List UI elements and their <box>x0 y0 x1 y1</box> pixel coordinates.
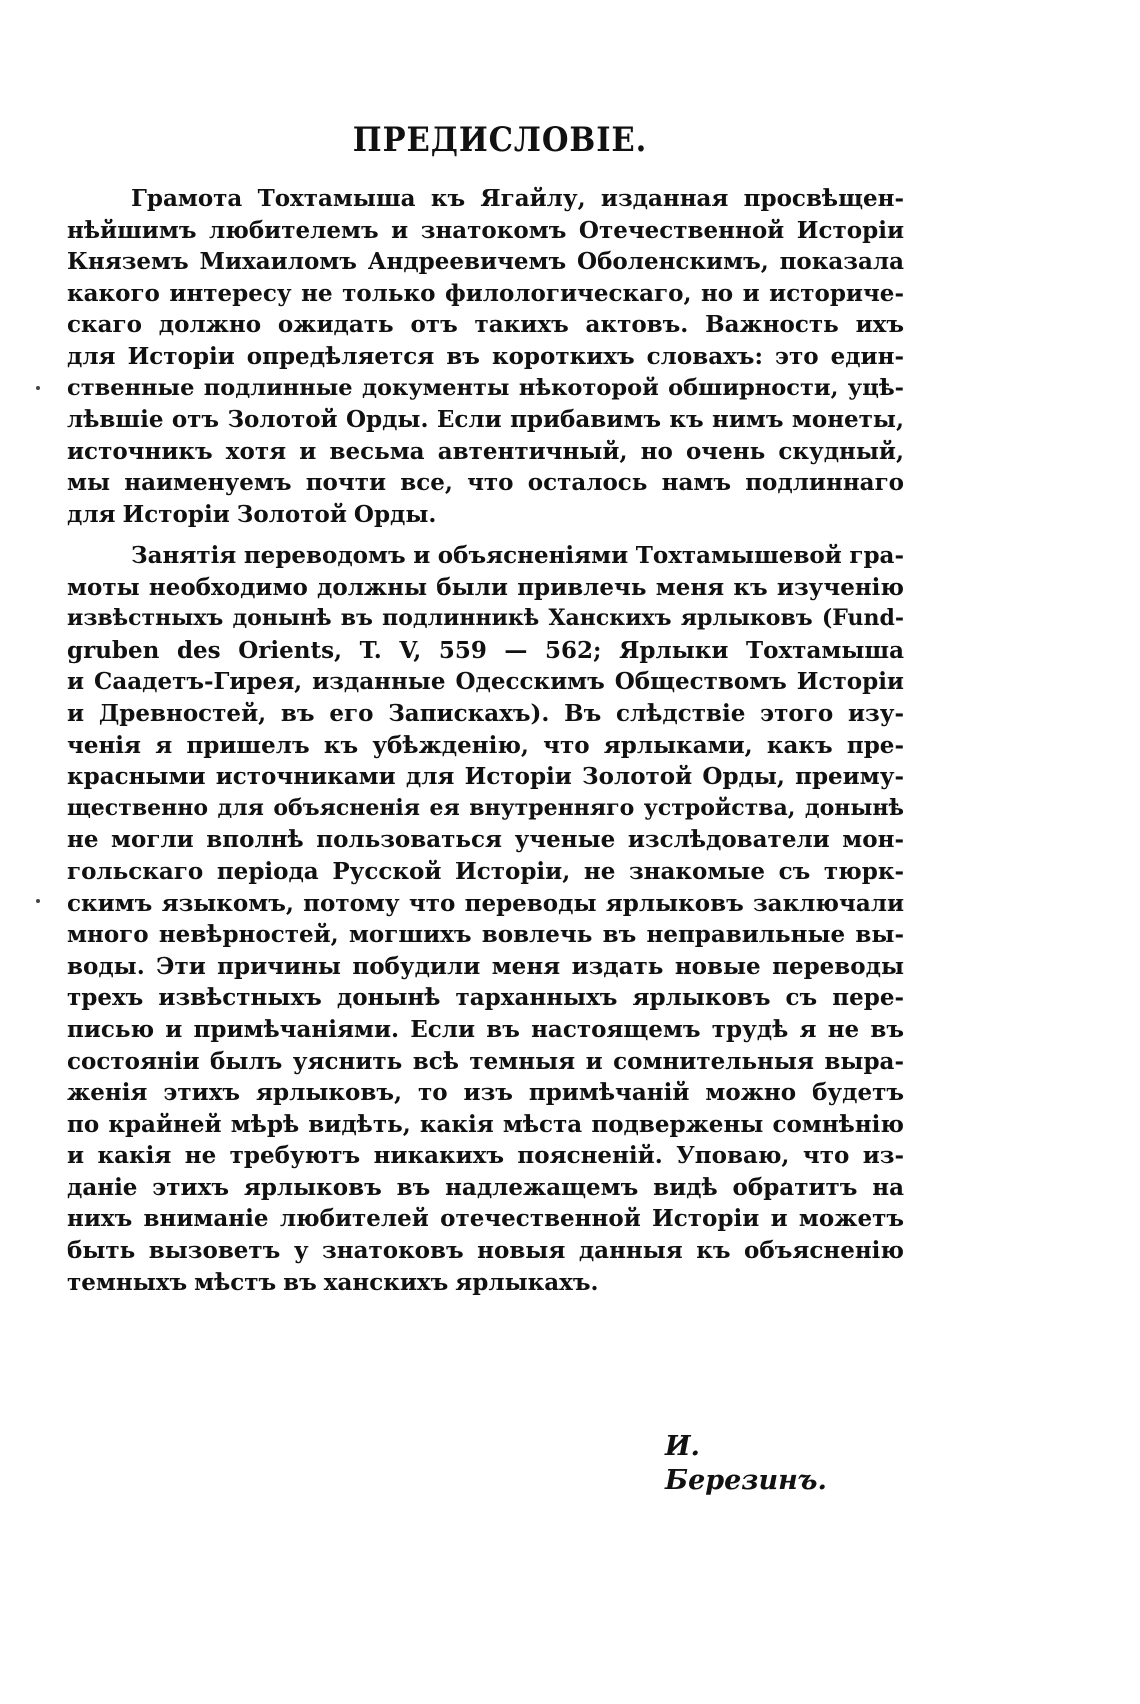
paragraph-line: даніе этихъ ярлыковъ въ надлежащемъ видѣ обратитъ на <box>67 1173 904 1201</box>
paragraph-line: моты необходимо должны были привлечь меня къ изученію <box>67 573 904 601</box>
paragraph-line: Княземъ Михаиломъ Андреевичемъ Оболенскимъ, показала <box>67 248 904 276</box>
paragraph-line: для Исторіи Золотой Орды. <box>67 500 437 528</box>
paragraph-line: нихъ вниманіе любителей отечественной Исторіи и можетъ <box>67 1205 904 1233</box>
paragraph-line: щественно для объясненія ея внутренняго устройства, донынѣ <box>67 794 904 821</box>
paragraph-line: нѣйшимъ любителемъ и знатокомъ Отечественной Исторіи <box>67 216 904 244</box>
page-heading: ПРЕДИСЛОВІЕ. <box>352 120 648 160</box>
paragraph-line: женія этихъ ярлыковъ, то изъ примѣчаній можно будетъ <box>67 1079 904 1107</box>
paragraph-line: лѣвшіе отъ Золотой Орды. Если прибавимъ къ нимъ монеты, <box>67 406 904 434</box>
paragraph-line: извѣстныхъ донынѣ въ подлинникѣ Ханскихъ ярлыковъ (Fund- <box>67 605 904 632</box>
paragraph-line: Занятія переводомъ и объясненіями Тохтамышевой гра- <box>131 542 904 569</box>
paragraph-line: Грамота Тохтамыша къ Ягайлу, изданная просвѣщен- <box>131 185 904 212</box>
paragraph-line: скаго должно ожидать отъ такихъ актовъ. Важность ихъ <box>67 311 904 339</box>
paragraph-line: ченія я пришелъ къ убѣжденію, что ярлыками, какъ пре- <box>67 731 904 759</box>
paragraph-line: и Саадетъ-Гирея, изданные Одесскимъ Обществомъ Исторіи <box>67 668 904 696</box>
paragraph-line: красными источниками для Исторіи Золотой Орды, преиму- <box>67 763 904 791</box>
paragraph-2 <box>67 540 904 1298</box>
paragraph-line: состояніи былъ уяснить всѣ темныя и сомнительныя выра- <box>67 1047 904 1075</box>
paragraph-1 <box>67 183 904 531</box>
paragraph-line: темныхъ мѣстъ въ ханскихъ ярлыкахъ. <box>67 1268 599 1296</box>
scan-speck <box>36 386 40 390</box>
paragraph-line: быть вызоветъ у знатоковъ новыя данныя къ объясненію <box>67 1237 904 1265</box>
paragraph-line: не могли вполнѣ пользоваться ученые изслѣдователи мон- <box>67 826 904 854</box>
paragraph-line: ственные подлинные документы нѣкоторой обширности, уцѣ- <box>67 374 904 401</box>
paragraph-line: скимъ языкомъ, потому что переводы ярлыковъ заключали <box>67 889 904 917</box>
scan-speck <box>36 899 40 903</box>
author-signature: И. Березинъ. <box>665 1431 827 1496</box>
paragraph-line: много невѣрностей, могшихъ вовлечь въ неправильные вы- <box>67 921 904 949</box>
paragraph-line: для Исторіи опредѣляется въ короткихъ словахъ: это един- <box>67 342 904 370</box>
paragraph-line: гольскаго періода Русской Исторіи, не знакомые съ тюрк- <box>67 857 904 885</box>
paragraph-line: мы наименуемъ почти все, что осталось намъ подлиннаго <box>67 469 904 497</box>
paragraph-line: писью и примѣчаніями. Если въ настоящемъ трудѣ я не въ <box>67 1015 904 1043</box>
paragraph-line: какого интересу не только филологическаго, но и историче- <box>67 279 904 307</box>
paragraph-line: по крайней мѣрѣ видѣть, какія мѣста подвержены сомнѣнію <box>67 1110 904 1138</box>
paragraph-line: gruben des Orients, T. V, 559 — 562; Ярлыки Тохтамыша <box>67 636 904 664</box>
paragraph-line: воды. Эти причины побудили меня издать новые переводы <box>67 952 904 980</box>
paragraph-line: и Древностей, въ его Запискахъ). Въ слѣдствіе этого изу- <box>67 699 904 727</box>
paragraph-line: и какія не требуютъ никакихъ поясненій. Уповаю, что из- <box>67 1142 904 1170</box>
paragraph-line: трехъ извѣстныхъ донынѣ тарханныхъ ярлыковъ съ пере- <box>67 984 904 1012</box>
paragraph-line: источникъ хотя и весьма автентичный, но очень скудный, <box>67 437 904 465</box>
